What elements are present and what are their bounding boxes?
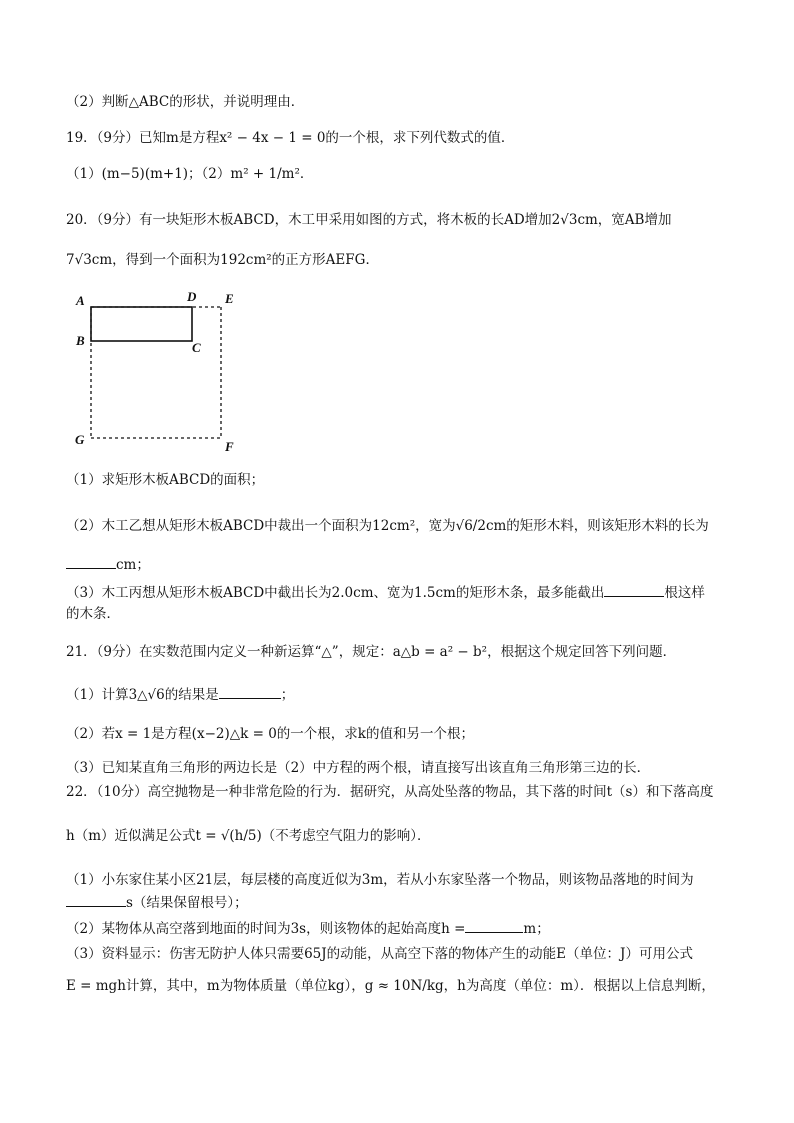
q21-part1-end: ； xyxy=(280,687,295,703)
q20-stem-line1: 20．（9分）有一块矩形木板ABCD，木工甲采用如图的方式，将木板的长AD增加2√3cm，宽AB增加 xyxy=(66,212,672,228)
q20-part3-line2: 的木条． xyxy=(66,606,120,622)
q19-parts: （1）(m−5)(m+1)；（2）m² + 1/m²． xyxy=(66,166,314,182)
q22-stem-line1: 22．（10分）高空抛物是一种非常危险的行为．据研究，从高处坠落的物品，其下落的时间t（s）和下落高度 xyxy=(66,784,714,800)
answer-blank[interactable] xyxy=(604,582,664,597)
q21-part1 xyxy=(66,684,736,705)
q21-stem: 21．（9分）在实数范围内定义一种新运算“△”，规定：a△b = a² − b²，根据这个规定回答下列问题． xyxy=(66,644,677,660)
rectangle-ABCD xyxy=(91,307,192,341)
label-A: A xyxy=(76,293,85,308)
q22-part2-text: （2）某物体从高空落到地面的时间为3s，则该物体的起始高度h = xyxy=(66,921,466,937)
q20-part3-text-end: 根这样 xyxy=(664,585,705,601)
label-D: D xyxy=(187,289,197,304)
q22-stem-line2: h（m）近似满足公式t = √(h/5)（不考虑空气阻力的影响）． xyxy=(66,828,431,844)
label-F: F xyxy=(225,439,234,454)
q22-part1-text: s（结果保留根号）； xyxy=(126,895,248,911)
answer-blank[interactable] xyxy=(219,684,281,699)
answer-blank[interactable] xyxy=(66,892,126,907)
q22-part3-line2: E = mgh计算，其中，m为物体质量（单位kg），g ≈ 10N/kg，h为高度（单位：m）．根据以上信息判断， xyxy=(66,978,715,994)
q21-part3: （3）已知某直角三角形的两边长是（2）中方程的两个根，请直接写出该直角三角形第三边的长． xyxy=(66,760,651,776)
q20-part3-line1 xyxy=(66,582,736,603)
q21-part1-text: （1）计算3△√6的结果是 xyxy=(66,687,219,703)
label-C: C xyxy=(192,340,201,355)
q18-part2: （2）判断△ABC的形状，并说明理由． xyxy=(66,94,305,110)
answer-blank[interactable] xyxy=(465,918,523,933)
label-G: G xyxy=(75,432,85,447)
q22-part2-end: m； xyxy=(523,921,550,937)
q21-part2: （2）若x = 1是方程(x−2)△k = 0的一个根，求k的值和另一个根； xyxy=(66,726,474,742)
q22-part3-line1: （3）资料显示：伤害无防护人体只需要65J的动能，从高空下落的物体产生的动能E（单位：J）可用公式 xyxy=(66,946,693,962)
q22-part1-line2 xyxy=(66,892,736,913)
q20-part2-unit: cm； xyxy=(116,557,150,573)
answer-blank[interactable] xyxy=(66,554,116,569)
q20-part2-line2 xyxy=(66,554,736,575)
q22-part1-line1: （1）小东家住某小区21层，每层楼的高度近似为3m，若从小东家坠落一个物品，则该物品落地的时间为 xyxy=(66,872,694,888)
q22-part2 xyxy=(66,918,736,939)
label-B: B xyxy=(76,333,85,348)
q20-stem-line2: 7√3cm，得到一个面积为192cm²的正方形AEFG． xyxy=(66,252,379,268)
rectangle-square-figure xyxy=(66,288,246,454)
q19-stem: 19．（9分）已知m是方程x² − 4x − 1 = 0的一个根，求下列代数式的值． xyxy=(66,130,515,146)
q20-part3-text: （3）木工丙想从矩形木板ABCD中截出长为2.0cm、宽为1.5cm的矩形木条，最多能截出 xyxy=(66,585,605,601)
q20-part1: （1）求矩形木板ABCD的面积； xyxy=(66,472,265,488)
q20-part2-line1: （2）木工乙想从矩形木板ABCD中裁出一个面积为12cm²，宽为√6/2cm的矩形木料，则该矩形木料的长为 xyxy=(66,518,709,534)
label-E: E xyxy=(225,291,234,306)
